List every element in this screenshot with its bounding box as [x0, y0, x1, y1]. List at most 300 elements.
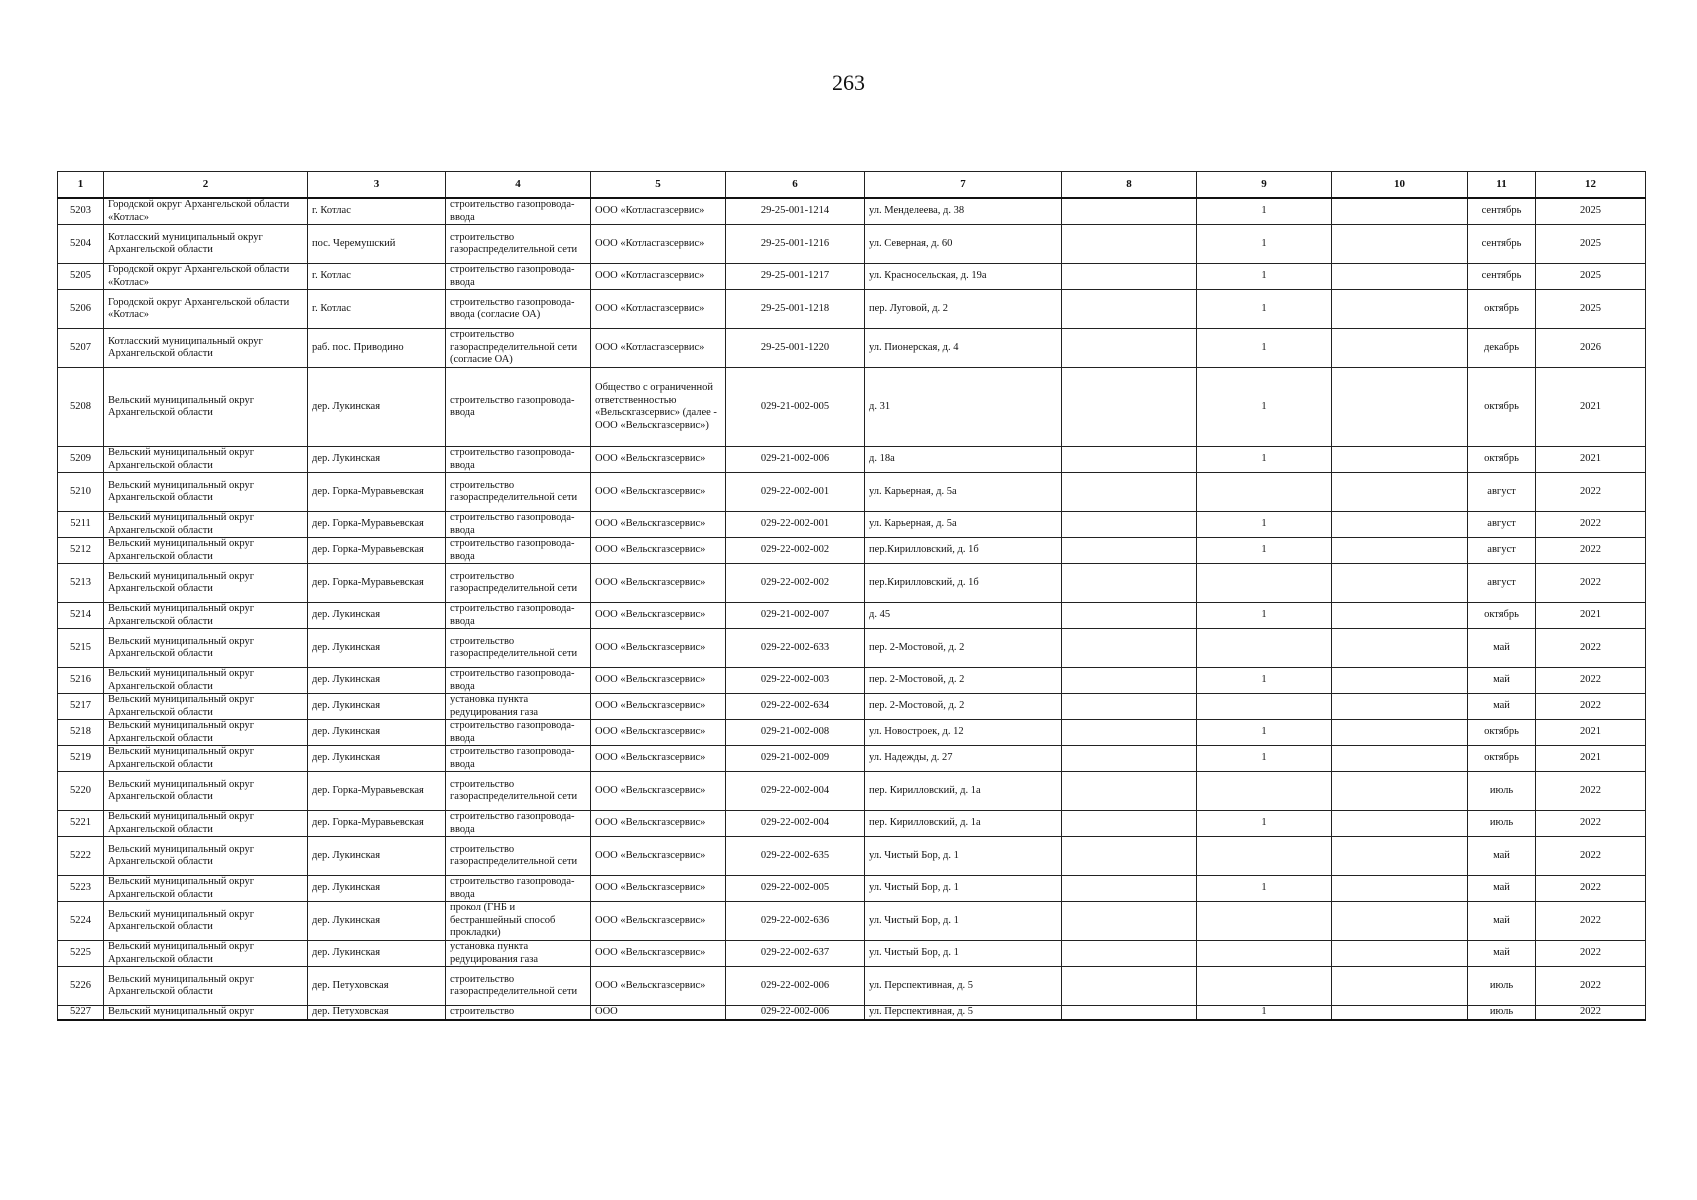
cell-year: 2022: [1536, 772, 1646, 811]
table-row: [58, 447, 1646, 473]
cell-address: ул. Пионерская, д. 4: [865, 329, 1062, 368]
cell-municipality: Вельский муниципальный округ Архангельской области: [104, 473, 308, 512]
table-row: [58, 876, 1646, 902]
cell-organization: ООО «Вельскгазсервис»: [591, 876, 726, 902]
table-row: [58, 512, 1646, 538]
cell-count: [1197, 941, 1332, 967]
table-row: [58, 668, 1646, 694]
cell-col-8: [1062, 629, 1197, 668]
cell-organization: ООО «Вельскгазсервис»: [591, 902, 726, 941]
cell-col-8: [1062, 198, 1197, 225]
registry-table: [57, 171, 1646, 1021]
cell-work-type: строительство газопровода-ввода: [446, 720, 591, 746]
table-row: [58, 967, 1646, 1006]
cell-settlement: г. Котлас: [308, 198, 446, 225]
cell-count: 1: [1197, 603, 1332, 629]
cell-count: 1: [1197, 746, 1332, 772]
cell-object-code: 029-22-002-001: [726, 473, 865, 512]
cell-year: 2022: [1536, 564, 1646, 603]
table-row: [58, 198, 1646, 225]
cell-row-number: 5221: [58, 811, 104, 837]
cell-work-type: установка пункта редуцирования газа: [446, 694, 591, 720]
cell-year: 2022: [1536, 941, 1646, 967]
cell-address: пер.Кирилловский, д. 1б: [865, 564, 1062, 603]
cell-row-number: 5218: [58, 720, 104, 746]
cell-month: май: [1468, 941, 1536, 967]
cell-municipality: Вельский муниципальный округ Архангельской области: [104, 447, 308, 473]
cell-object-code: 029-22-002-003: [726, 668, 865, 694]
cell-year: 2021: [1536, 368, 1646, 447]
cell-address: пер. Кирилловский, д. 1а: [865, 811, 1062, 837]
cell-settlement: дер. Лукинская: [308, 447, 446, 473]
cell-settlement: г. Котлас: [308, 290, 446, 329]
cell-year: 2022: [1536, 668, 1646, 694]
cell-row-number: 5211: [58, 512, 104, 538]
table-row: [58, 564, 1646, 603]
cell-month: декабрь: [1468, 329, 1536, 368]
cell-municipality: Вельский муниципальный округ Архангельской области: [104, 746, 308, 772]
cell-organization: ООО «Вельскгазсервис»: [591, 564, 726, 603]
cell-month: май: [1468, 668, 1536, 694]
cell-month: июль: [1468, 772, 1536, 811]
cell-address: ул. Чистый Бор, д. 1: [865, 902, 1062, 941]
cell-organization: ООО «Вельскгазсервис»: [591, 447, 726, 473]
cell-col-10: [1332, 720, 1468, 746]
cell-object-code: 029-21-002-006: [726, 447, 865, 473]
cell-address: ул. Перспективная, д. 5: [865, 967, 1062, 1006]
cell-col-8: [1062, 837, 1197, 876]
column-header-7: 7: [865, 172, 1062, 199]
cell-col-10: [1332, 564, 1468, 603]
cell-count: 1: [1197, 447, 1332, 473]
column-header-9: 9: [1197, 172, 1332, 199]
cell-municipality: Вельский муниципальный округ Архангельской области: [104, 876, 308, 902]
column-header-6: 6: [726, 172, 865, 199]
cell-address: пер. 2-Мостовой, д. 2: [865, 694, 1062, 720]
cell-col-8: [1062, 538, 1197, 564]
cell-col-10: [1332, 629, 1468, 668]
cell-month: август: [1468, 473, 1536, 512]
page-number: 263: [832, 70, 865, 95]
cell-month: сентябрь: [1468, 264, 1536, 290]
cell-object-code: 29-25-001-1217: [726, 264, 865, 290]
column-header-2: 2: [104, 172, 308, 199]
table-row: [58, 746, 1646, 772]
cell-count: 1: [1197, 368, 1332, 447]
cell-col-8: [1062, 772, 1197, 811]
cell-col-10: [1332, 746, 1468, 772]
cell-municipality: Котласский муниципальный округ Архангельской области: [104, 225, 308, 264]
cell-count: [1197, 837, 1332, 876]
cell-organization: ООО «Вельскгазсервис»: [591, 629, 726, 668]
cell-col-10: [1332, 967, 1468, 1006]
cell-month: октябрь: [1468, 603, 1536, 629]
table-body: [58, 198, 1646, 1020]
cell-settlement: дер. Горка-Муравьевская: [308, 473, 446, 512]
cell-month: август: [1468, 538, 1536, 564]
cell-organization: ООО: [591, 1006, 726, 1020]
cell-count: [1197, 772, 1332, 811]
cell-row-number: 5223: [58, 876, 104, 902]
cell-municipality: Вельский муниципальный округ Архангельской области: [104, 603, 308, 629]
cell-row-number: 5205: [58, 264, 104, 290]
cell-address: ул. Надежды, д. 27: [865, 746, 1062, 772]
cell-municipality: Городской округ Архангельской области «Котлас»: [104, 198, 308, 225]
cell-organization: ООО «Вельскгазсервис»: [591, 720, 726, 746]
cell-count: 1: [1197, 264, 1332, 290]
cell-work-type: строительство газопровода-ввода: [446, 668, 591, 694]
cell-municipality: Вельский муниципальный округ Архангельской области: [104, 811, 308, 837]
cell-work-type: строительство газопровода-ввода: [446, 512, 591, 538]
cell-year: 2022: [1536, 538, 1646, 564]
cell-settlement: дер. Лукинская: [308, 368, 446, 447]
table-row: [58, 538, 1646, 564]
cell-work-type: строительство газопровода-ввода: [446, 746, 591, 772]
cell-address: ул. Карьерная, д. 5а: [865, 512, 1062, 538]
column-header-1: 1: [58, 172, 104, 199]
cell-row-number: 5207: [58, 329, 104, 368]
cell-col-8: [1062, 473, 1197, 512]
cell-work-type: строительство газораспределительной сети: [446, 967, 591, 1006]
cell-organization: ООО «Вельскгазсервис»: [591, 772, 726, 811]
cell-month: июль: [1468, 811, 1536, 837]
cell-month: август: [1468, 512, 1536, 538]
cell-organization: ООО «Вельскгазсервис»: [591, 746, 726, 772]
cell-col-8: [1062, 694, 1197, 720]
cell-row-number: 5216: [58, 668, 104, 694]
cell-organization: ООО «Котласгазсервис»: [591, 290, 726, 329]
cell-work-type: строительство газораспределительной сети: [446, 564, 591, 603]
cell-organization: ООО «Вельскгазсервис»: [591, 941, 726, 967]
cell-organization: ООО «Котласгазсервис»: [591, 198, 726, 225]
cell-count: 1: [1197, 225, 1332, 264]
cell-settlement: дер. Лукинская: [308, 902, 446, 941]
cell-col-10: [1332, 694, 1468, 720]
cell-municipality: Городской округ Архангельской области «Котлас»: [104, 290, 308, 329]
cell-col-10: [1332, 512, 1468, 538]
cell-count: 1: [1197, 811, 1332, 837]
cell-organization: ООО «Вельскгазсервис»: [591, 837, 726, 876]
cell-month: октябрь: [1468, 746, 1536, 772]
cell-col-8: [1062, 746, 1197, 772]
cell-col-8: [1062, 290, 1197, 329]
table-row: [58, 1006, 1646, 1020]
cell-month: июль: [1468, 967, 1536, 1006]
cell-work-type: строительство газораспределительной сети: [446, 629, 591, 668]
cell-count: [1197, 694, 1332, 720]
header-row: [58, 172, 1646, 199]
cell-row-number: 5215: [58, 629, 104, 668]
cell-work-type: строительство газораспределительной сети: [446, 837, 591, 876]
column-header-12: 12: [1536, 172, 1646, 199]
cell-object-code: 029-22-002-637: [726, 941, 865, 967]
cell-object-code: 029-22-002-005: [726, 876, 865, 902]
cell-col-8: [1062, 225, 1197, 264]
cell-col-8: [1062, 603, 1197, 629]
cell-col-10: [1332, 368, 1468, 447]
cell-municipality: Вельский муниципальный округ Архангельской области: [104, 538, 308, 564]
cell-col-8: [1062, 720, 1197, 746]
cell-row-number: 5219: [58, 746, 104, 772]
cell-organization: ООО «Котласгазсервис»: [591, 225, 726, 264]
table-row: [58, 772, 1646, 811]
cell-object-code: 029-22-002-004: [726, 811, 865, 837]
table-row: [58, 473, 1646, 512]
table-row: [58, 629, 1646, 668]
cell-work-type: строительство газораспределительной сети: [446, 473, 591, 512]
cell-count: 1: [1197, 720, 1332, 746]
cell-year: 2021: [1536, 746, 1646, 772]
cell-municipality: Вельский муниципальный округ Архангельской области: [104, 967, 308, 1006]
cell-year: 2022: [1536, 473, 1646, 512]
cell-col-8: [1062, 447, 1197, 473]
cell-work-type: строительство газопровода-ввода: [446, 198, 591, 225]
cell-month: октябрь: [1468, 368, 1536, 447]
cell-object-code: 29-25-001-1220: [726, 329, 865, 368]
cell-col-10: [1332, 811, 1468, 837]
cell-year: 2026: [1536, 329, 1646, 368]
table-row: [58, 225, 1646, 264]
cell-organization: ООО «Вельскгазсервис»: [591, 967, 726, 1006]
cell-organization: ООО «Котласгазсервис»: [591, 264, 726, 290]
cell-row-number: 5203: [58, 198, 104, 225]
cell-col-10: [1332, 447, 1468, 473]
column-header-3: 3: [308, 172, 446, 199]
cell-year: 2021: [1536, 447, 1646, 473]
cell-year: 2021: [1536, 603, 1646, 629]
cell-col-8: [1062, 512, 1197, 538]
cell-count: [1197, 473, 1332, 512]
cell-col-10: [1332, 473, 1468, 512]
table-row: [58, 290, 1646, 329]
cell-municipality: Вельский муниципальный округ Архангельской области: [104, 694, 308, 720]
cell-row-number: 5220: [58, 772, 104, 811]
column-header-10: 10: [1332, 172, 1468, 199]
cell-municipality: Вельский муниципальный округ Архангельской области: [104, 512, 308, 538]
cell-row-number: 5210: [58, 473, 104, 512]
cell-col-8: [1062, 329, 1197, 368]
cell-settlement: дер. Лукинская: [308, 720, 446, 746]
cell-year: 2022: [1536, 811, 1646, 837]
cell-year: 2025: [1536, 198, 1646, 225]
cell-work-type: строительство газопровода-ввода: [446, 538, 591, 564]
cell-month: июль: [1468, 1006, 1536, 1020]
cell-count: 1: [1197, 198, 1332, 225]
cell-settlement: дер. Лукинская: [308, 941, 446, 967]
cell-row-number: 5222: [58, 837, 104, 876]
cell-col-10: [1332, 538, 1468, 564]
cell-organization: ООО «Вельскгазсервис»: [591, 538, 726, 564]
column-header-11: 11: [1468, 172, 1536, 199]
cell-year: 2025: [1536, 264, 1646, 290]
cell-col-10: [1332, 902, 1468, 941]
cell-row-number: 5227: [58, 1006, 104, 1020]
table-row: [58, 837, 1646, 876]
cell-count: 1: [1197, 1006, 1332, 1020]
cell-work-type: строительство газопровода-ввода (согласие ОА): [446, 290, 591, 329]
cell-year: 2022: [1536, 1006, 1646, 1020]
cell-row-number: 5217: [58, 694, 104, 720]
cell-object-code: 29-25-001-1214: [726, 198, 865, 225]
cell-municipality: Котласский муниципальный округ Архангельской области: [104, 329, 308, 368]
cell-month: май: [1468, 694, 1536, 720]
cell-settlement: дер. Петуховская: [308, 1006, 446, 1020]
table-row: [58, 694, 1646, 720]
cell-col-8: [1062, 967, 1197, 1006]
cell-col-10: [1332, 225, 1468, 264]
cell-address: ул. Чистый Бор, д. 1: [865, 837, 1062, 876]
column-header-5: 5: [591, 172, 726, 199]
cell-settlement: дер. Петуховская: [308, 967, 446, 1006]
cell-object-code: 029-22-002-006: [726, 1006, 865, 1020]
cell-object-code: 029-22-002-006: [726, 967, 865, 1006]
cell-work-type: строительство газораспределительной сети: [446, 772, 591, 811]
cell-month: май: [1468, 876, 1536, 902]
cell-settlement: дер. Лукинская: [308, 746, 446, 772]
cell-settlement: дер. Лукинская: [308, 603, 446, 629]
cell-col-10: [1332, 329, 1468, 368]
cell-year: 2022: [1536, 837, 1646, 876]
cell-year: 2025: [1536, 290, 1646, 329]
cell-count: [1197, 902, 1332, 941]
cell-month: октябрь: [1468, 447, 1536, 473]
cell-object-code: 029-22-002-002: [726, 564, 865, 603]
cell-municipality: Вельский муниципальный округ Архангельской области: [104, 564, 308, 603]
cell-col-8: [1062, 811, 1197, 837]
cell-object-code: 029-22-002-004: [726, 772, 865, 811]
cell-address: ул. Перспективная, д. 5: [865, 1006, 1062, 1020]
cell-row-number: 5209: [58, 447, 104, 473]
cell-year: 2021: [1536, 720, 1646, 746]
cell-organization: ООО «Вельскгазсервис»: [591, 512, 726, 538]
cell-settlement: дер. Горка-Муравьевская: [308, 811, 446, 837]
cell-settlement: дер. Горка-Муравьевская: [308, 512, 446, 538]
cell-address: ул. Карьерная, д. 5а: [865, 473, 1062, 512]
cell-settlement: дер. Лукинская: [308, 837, 446, 876]
cell-address: ул. Северная, д. 60: [865, 225, 1062, 264]
cell-address: д. 18а: [865, 447, 1062, 473]
cell-settlement: дер. Горка-Муравьевская: [308, 772, 446, 811]
table-row: [58, 720, 1646, 746]
cell-settlement: дер. Лукинская: [308, 629, 446, 668]
cell-municipality: Вельский муниципальный округ Архангельской области: [104, 772, 308, 811]
cell-settlement: дер. Горка-Муравьевская: [308, 564, 446, 603]
cell-count: 1: [1197, 512, 1332, 538]
cell-work-type: строительство газопровода-ввода: [446, 811, 591, 837]
cell-count: 1: [1197, 329, 1332, 368]
cell-settlement: дер. Лукинская: [308, 694, 446, 720]
cell-col-8: [1062, 1006, 1197, 1020]
cell-row-number: 5226: [58, 967, 104, 1006]
cell-row-number: 5212: [58, 538, 104, 564]
cell-organization: Общество с ограниченной ответственностью «Вельскгазсервис» (далее - ООО «Вельскгазсервис»): [591, 368, 726, 447]
cell-row-number: 5204: [58, 225, 104, 264]
cell-work-type: строительство: [446, 1006, 591, 1020]
cell-address: д. 45: [865, 603, 1062, 629]
cell-col-8: [1062, 668, 1197, 694]
cell-row-number: 5208: [58, 368, 104, 447]
table-row: [58, 603, 1646, 629]
cell-year: 2025: [1536, 225, 1646, 264]
cell-col-10: [1332, 941, 1468, 967]
table-row: [58, 902, 1646, 941]
cell-object-code: 029-22-002-636: [726, 902, 865, 941]
cell-month: октябрь: [1468, 720, 1536, 746]
cell-col-10: [1332, 772, 1468, 811]
cell-address: д. 31: [865, 368, 1062, 447]
column-header-8: 8: [1062, 172, 1197, 199]
cell-year: 2022: [1536, 629, 1646, 668]
table-row: [58, 811, 1646, 837]
table-row: [58, 368, 1646, 447]
cell-work-type: установка пункта редуцирования газа: [446, 941, 591, 967]
cell-col-8: [1062, 902, 1197, 941]
cell-municipality: Вельский муниципальный округ Архангельской области: [104, 720, 308, 746]
cell-work-type: прокол (ГНБ и бестраншейный способ прокладки): [446, 902, 591, 941]
cell-col-8: [1062, 564, 1197, 603]
table-row: [58, 264, 1646, 290]
cell-object-code: 029-21-002-005: [726, 368, 865, 447]
cell-organization: ООО «Вельскгазсервис»: [591, 668, 726, 694]
cell-count: [1197, 629, 1332, 668]
cell-address: пер. 2-Мостовой, д. 2: [865, 668, 1062, 694]
cell-object-code: 029-22-002-001: [726, 512, 865, 538]
cell-row-number: 5206: [58, 290, 104, 329]
cell-address: пер. Кирилловский, д. 1а: [865, 772, 1062, 811]
cell-address: ул. Красносельская, д. 19а: [865, 264, 1062, 290]
cell-col-8: [1062, 876, 1197, 902]
cell-year: 2022: [1536, 694, 1646, 720]
cell-month: май: [1468, 837, 1536, 876]
cell-municipality: Городской округ Архангельской области «Котлас»: [104, 264, 308, 290]
cell-work-type: строительство газопровода-ввода: [446, 264, 591, 290]
cell-col-10: [1332, 290, 1468, 329]
cell-object-code: 029-22-002-002: [726, 538, 865, 564]
cell-object-code: 029-21-002-007: [726, 603, 865, 629]
column-header-4: 4: [446, 172, 591, 199]
cell-col-8: [1062, 941, 1197, 967]
cell-organization: ООО «Вельскгазсервис»: [591, 603, 726, 629]
cell-count: 1: [1197, 290, 1332, 329]
cell-object-code: 029-22-002-633: [726, 629, 865, 668]
cell-organization: ООО «Котласгазсервис»: [591, 329, 726, 368]
cell-address: пер. Луговой, д. 2: [865, 290, 1062, 329]
table-row: [58, 329, 1646, 368]
cell-work-type: строительство газораспределительной сети (согласие ОА): [446, 329, 591, 368]
cell-count: [1197, 564, 1332, 603]
cell-row-number: 5224: [58, 902, 104, 941]
cell-organization: ООО «Вельскгазсервис»: [591, 694, 726, 720]
cell-municipality: Вельский муниципальный округ Архангельской области: [104, 941, 308, 967]
cell-month: сентябрь: [1468, 198, 1536, 225]
cell-settlement: пос. Черемушский: [308, 225, 446, 264]
cell-work-type: строительство газопровода-ввода: [446, 368, 591, 447]
cell-work-type: строительство газопровода-ввода: [446, 876, 591, 902]
cell-object-code: 29-25-001-1216: [726, 225, 865, 264]
cell-address: пер. 2-Мостовой, д. 2: [865, 629, 1062, 668]
cell-col-10: [1332, 603, 1468, 629]
table-row: [58, 941, 1646, 967]
cell-month: май: [1468, 902, 1536, 941]
cell-settlement: дер. Лукинская: [308, 668, 446, 694]
cell-settlement: г. Котлас: [308, 264, 446, 290]
cell-month: сентябрь: [1468, 225, 1536, 264]
cell-municipality: Вельский муниципальный округ Архангельской области: [104, 837, 308, 876]
cell-organization: ООО «Вельскгазсервис»: [591, 811, 726, 837]
cell-col-8: [1062, 368, 1197, 447]
cell-col-10: [1332, 837, 1468, 876]
cell-col-10: [1332, 668, 1468, 694]
